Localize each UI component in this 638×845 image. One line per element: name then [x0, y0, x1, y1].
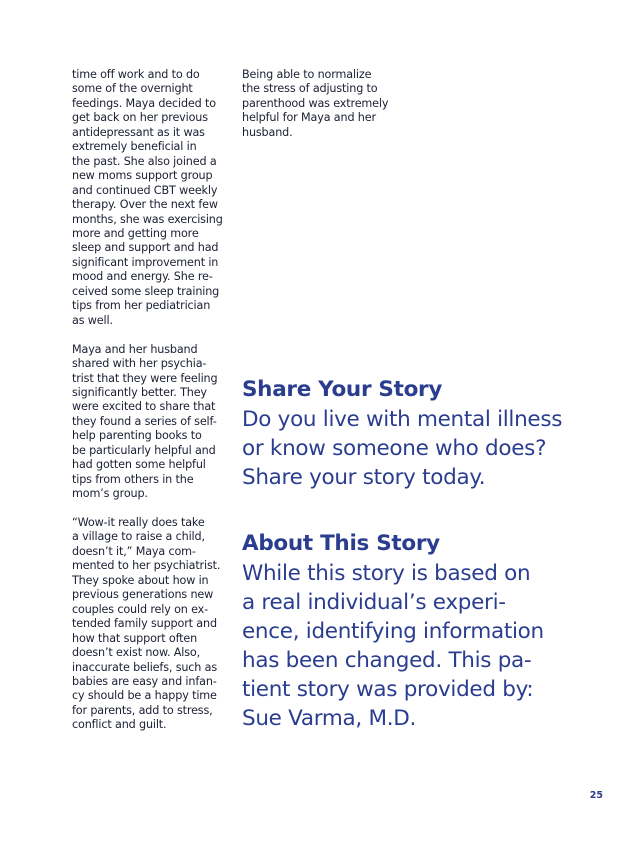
text-line: doesn’t it,” Maya com- — [72, 544, 196, 558]
text-line: They spoke about how in — [72, 573, 209, 587]
text-line: more and getting more — [72, 226, 199, 240]
share-your-story-section — [242, 377, 602, 492]
text-line: shared with her psychia- — [72, 357, 207, 371]
text-line: time off work and to do — [72, 68, 200, 81]
text-line: new moms support group — [72, 169, 213, 183]
about-this-story-section — [242, 531, 602, 733]
text-line: couples could rely on ex- — [72, 602, 209, 616]
text-line: cy should be a happy time — [72, 689, 217, 703]
left-paragraph-3 — [72, 516, 230, 733]
text-line: While this story is based on — [242, 561, 531, 586]
text-line: antidepressant as it was — [72, 125, 205, 139]
text-line: tips from her pediatrician — [72, 299, 211, 313]
text-line: how that support often — [72, 631, 198, 645]
middle-text-column — [242, 68, 402, 140]
text-line: tips from others in the — [72, 472, 194, 486]
text-line: therapy. Over the next few — [72, 198, 218, 212]
text-line: Do you live with mental illness — [242, 407, 563, 432]
text-line: and continued CBT weekly — [72, 183, 218, 197]
about-this-story-body — [242, 559, 602, 733]
text-line: some of the overnight — [72, 82, 193, 96]
share-your-story-body — [242, 405, 602, 492]
text-line: significantly better. They — [72, 385, 207, 399]
text-line: a village to raise a child, — [72, 530, 205, 544]
left-paragraph-1 — [72, 68, 230, 328]
text-line: as well. — [72, 313, 113, 327]
text-line: months, she was exercising — [72, 212, 223, 226]
text-line: babies are easy and infan- — [72, 675, 217, 688]
text-line: trist that they were feeling — [72, 371, 218, 385]
text-line: husband. — [242, 125, 293, 139]
text-line: Share your story today. — [242, 465, 486, 490]
text-line: had gotten some helpful — [72, 458, 206, 472]
text-line: for parents, add to stress, — [72, 703, 213, 717]
text-line: helpful for Maya and her — [242, 111, 376, 125]
text-line: the past. She also joined a — [72, 154, 217, 168]
text-line: ceived some sleep training — [72, 284, 220, 298]
text-line: sleep and support and had — [72, 241, 219, 255]
share-your-story-heading: Share Your Story — [242, 377, 443, 402]
about-this-story-heading: About This Story — [242, 531, 440, 556]
text-line: has been changed. This pa- — [242, 648, 532, 673]
text-line: the stress of adjusting to — [242, 82, 378, 96]
text-line: Being able to normalize — [242, 68, 372, 81]
text-line: they found a series of self- — [72, 414, 217, 428]
text-line: tient story was provided by: — [242, 677, 534, 702]
text-line: ence, identifying information — [242, 619, 544, 644]
middle-paragraph-1 — [242, 68, 402, 140]
text-line: inaccurate beliefs, such as — [72, 660, 218, 674]
text-line: tended family support and — [72, 617, 217, 631]
text-line: get back on her previous — [72, 111, 208, 125]
text-line: previous generations new — [72, 588, 214, 602]
text-line: be particularly helpful and — [72, 443, 216, 457]
left-text-column — [72, 68, 230, 733]
text-line: Sue Varma, M.D. — [242, 706, 417, 731]
text-line: a real individual’s experi- — [242, 590, 506, 615]
text-line: conflict and guilt. — [72, 718, 167, 732]
text-line: mood and energy. She re- — [72, 270, 213, 284]
text-line: extremely beneficial in — [72, 140, 197, 154]
text-line: mented to her psychiatrist. — [72, 559, 221, 573]
text-line: doesn’t exist now. Also, — [72, 646, 200, 660]
text-line: feedings. Maya decided to — [72, 96, 216, 110]
page-number: 25 — [589, 790, 603, 801]
text-line: were excited to share that — [72, 400, 216, 414]
text-line: mom’s group. — [72, 487, 148, 501]
left-paragraph-2 — [72, 343, 230, 502]
text-line: or know someone who does? — [242, 436, 547, 461]
text-line: help parenting books to — [72, 429, 202, 443]
text-line: Maya and her husband — [72, 342, 198, 356]
text-line: “Wow-it really does take — [72, 516, 205, 530]
text-line: significant improvement in — [72, 255, 219, 269]
text-line: parenthood was extremely — [242, 96, 389, 110]
